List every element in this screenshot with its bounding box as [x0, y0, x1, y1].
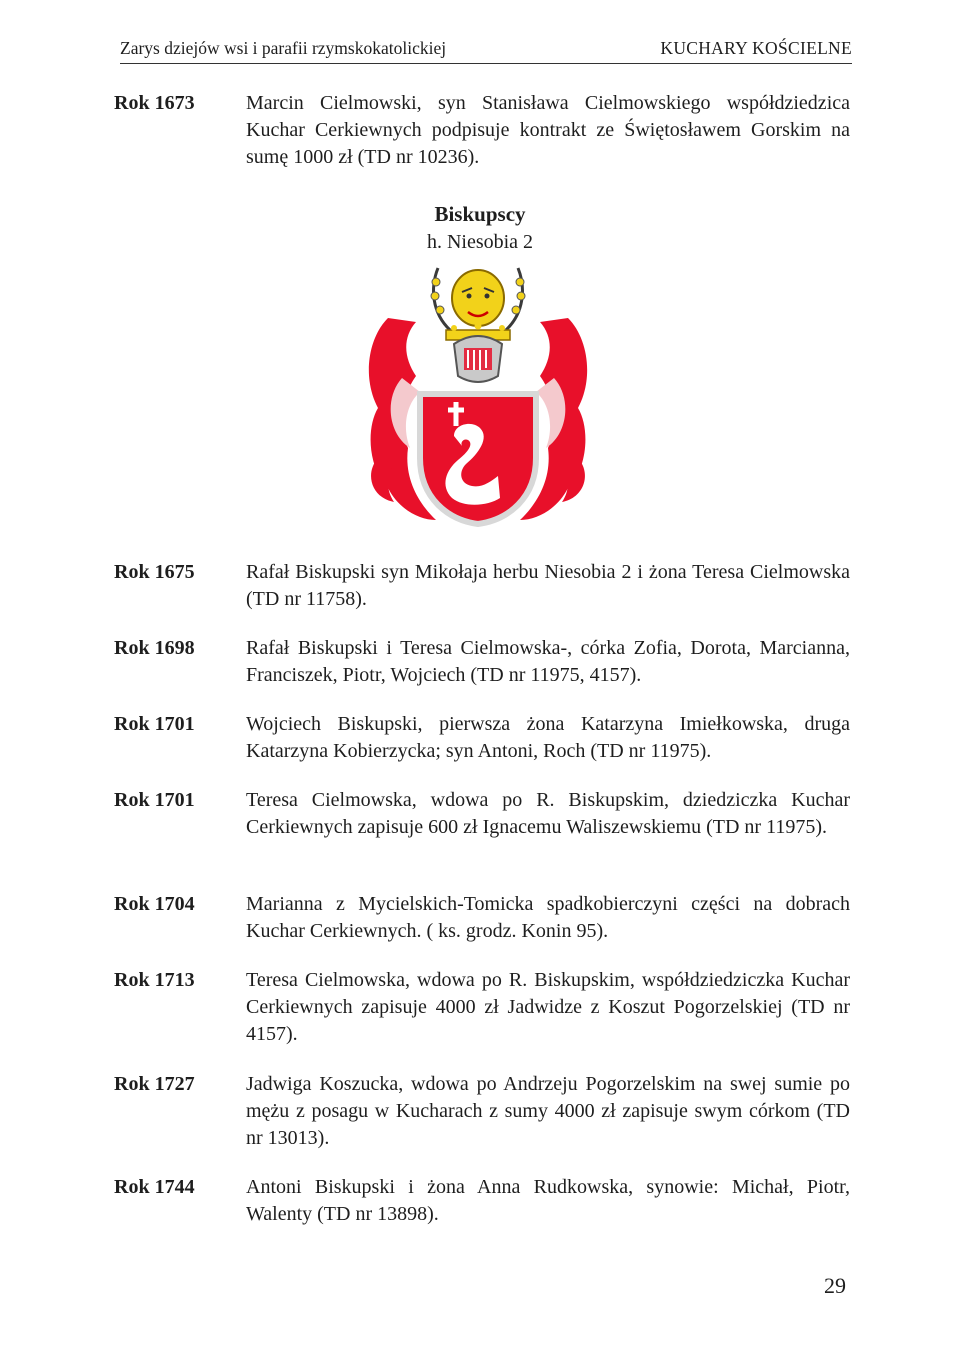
entry-text: Antoni Biskupski i żona Anna Rudkowska, synowie: Michał, Piotr, Walenty (TD nr 13898). [246, 1176, 850, 1225]
entry-text: Jadwiga Koszucka, wdowa po Andrzeju Pogorzelskim na swej sumie po mężu z posagu w Kucharach z sumy 4000 zł zapisuje swym córkom (TD nr 13013). [246, 1073, 850, 1149]
entry-text: Teresa Cielmowska, wdowa po R. Biskupskim, współdziedziczka Kuchar Cerkiewnych zapisuje 4000 zł Jadwidze z Koszut Pogorzelskiej (TD nr 4157). [246, 969, 850, 1045]
page-number: 29 [824, 1273, 846, 1298]
entry-text: Marcin Cielmowski, syn Stanisława Cielmowskiego współdziedzica Kuchar Cerkiewnych podpisuje kontrakt ze Świętosławem Gorskim na sumę 1000 zł (TD nr 10236). [246, 92, 850, 168]
entry-year: Rok 1744 [114, 1176, 195, 1198]
entry-year: Rok 1704 [114, 893, 195, 915]
entry-text: Teresa Cielmowska, wdowa po R. Biskupskim, dziedziczka Kuchar Cerkiewnych zapisuje 600 zł Ignacemu Waliszewskiemu (TD nr 11975). [246, 789, 850, 838]
running-header [120, 34, 852, 64]
lion-head [452, 270, 504, 326]
coat-family-name: Biskupscy [434, 202, 526, 226]
header-section: KUCHARY KOŚCIELNE [660, 38, 852, 58]
entry-year: Rok 1698 [114, 637, 195, 659]
helmet [454, 336, 502, 382]
entry-year: Rok 1675 [114, 561, 195, 583]
coat-herb-name: h. Niesobia 2 [426, 231, 534, 253]
entry-year: Rok 1727 [114, 1073, 195, 1095]
entry-text: Rafał Biskupski syn Mikołaja herbu Niesobia 2 i żona Teresa Cielmowska (TD nr 11758). [246, 561, 850, 610]
entry-year: Rok 1701 [114, 789, 195, 811]
entry-text: Marianna z Mycielskich-Tomicka spadkobierczyni części na dobrach Kuchar Cerkiewnych. ( ks. grodz. Konin 95). [246, 893, 850, 942]
entry-year: Rok 1701 [114, 713, 195, 735]
coat-of-arms-icon [358, 258, 598, 534]
entry-text: Rafał Biskupski i Teresa Cielmowska-, córka Zofia, Dorota, Marcianna, Franciszek, Piotr, Wojciech (TD nr 11975, 4157). [246, 637, 850, 686]
entry-year: Rok 1673 [114, 92, 195, 114]
entry-year: Rok 1713 [114, 969, 195, 991]
header-title: Zarys dziejów wsi i parafii rzymskokatolickiej [120, 38, 447, 58]
shield [420, 394, 536, 524]
entry-text: Wojciech Biskupski, pierwsza żona Katarzyna Imiełkowska, druga Katarzyna Kobierzycka; syn Antoni, Roch (TD nr 11975). [246, 713, 850, 762]
